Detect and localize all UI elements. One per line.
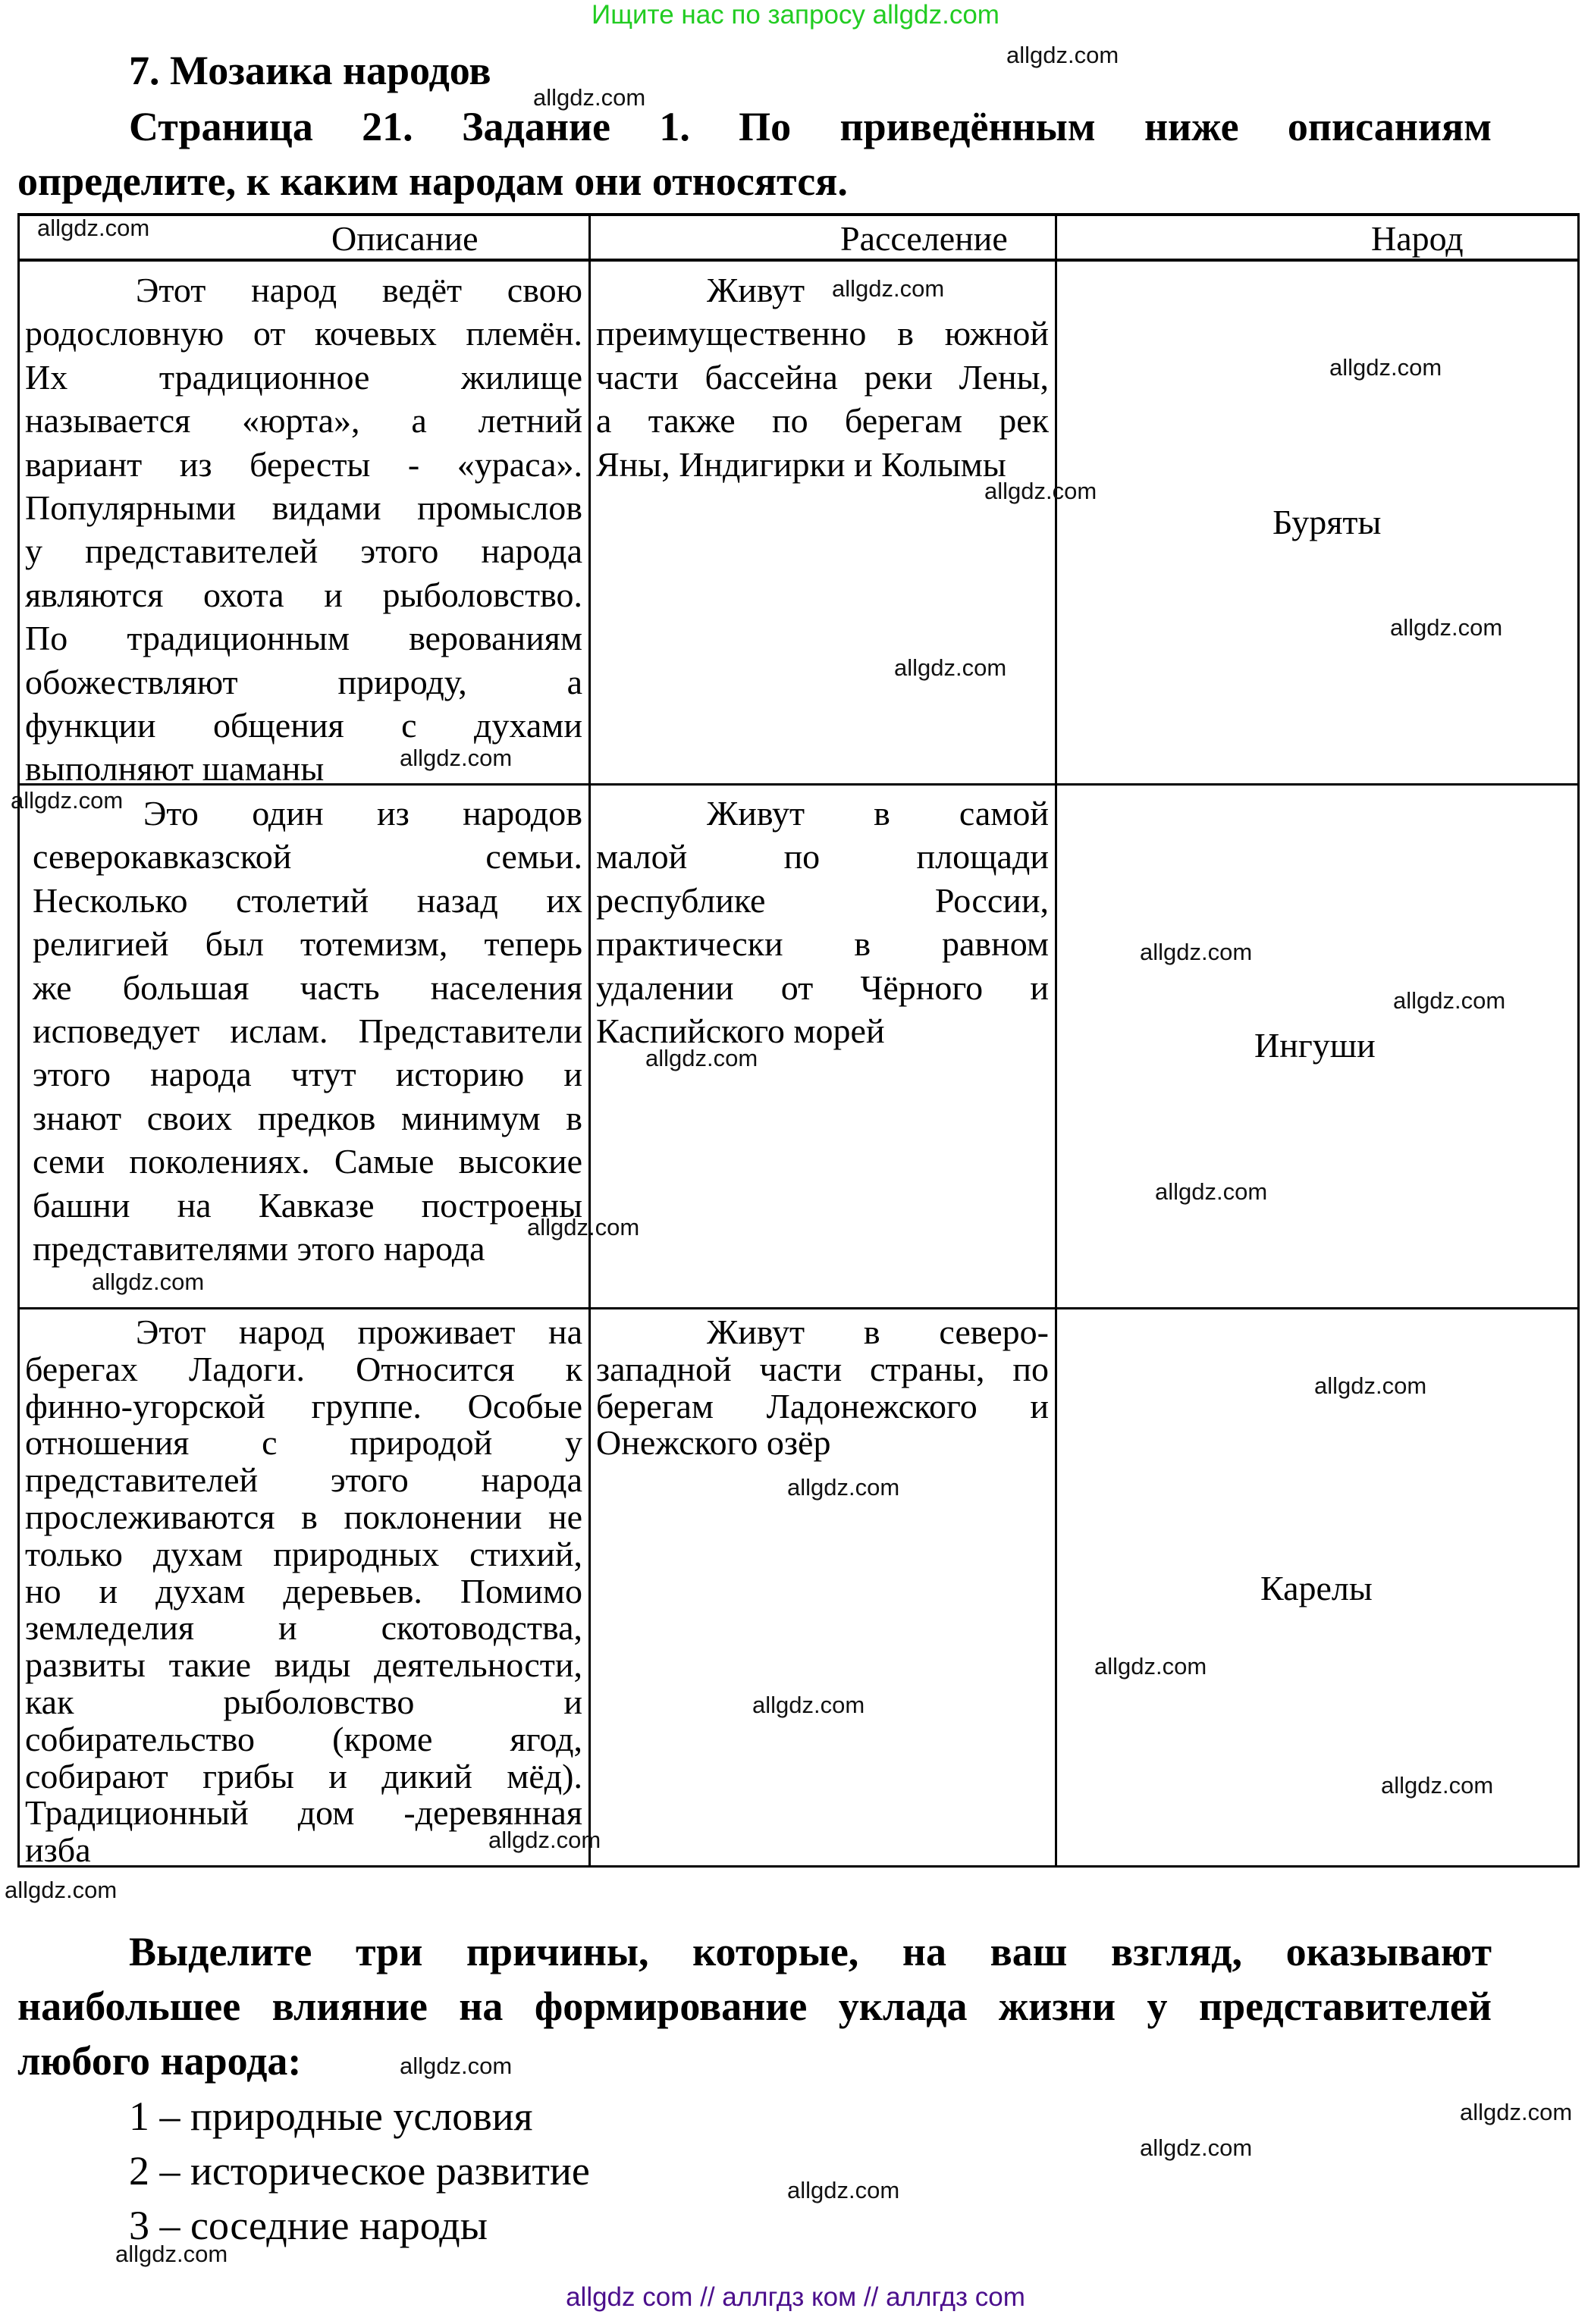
watermark: allgdz.com [400,2053,513,2079]
watermark: allgdz.com [984,478,1097,504]
description-line: семи поколениях. Самые высокие [33,1142,582,1181]
settlement-line: а также по берегам рек [596,401,1049,441]
answer-1: 1 – природные условия [129,2093,533,2139]
watermark: allgdz.com [11,787,124,814]
description-line: По традиционным верованиям [25,619,582,658]
watermark: allgdz.com [488,1827,601,1853]
description-line: функции общения с духами [25,706,582,745]
description-line: Этот народ ведёт свою [136,271,582,309]
watermark: allgdz.com [752,1692,865,1718]
header-description: Описание [331,219,479,258]
settlement-line: преимущественно в южной [596,314,1049,353]
settlement-line: Онежского озёр [596,1423,831,1463]
description-line: родословную от кочевых племён. [25,314,582,353]
description-line: выполняют шаманы [25,749,325,789]
description-line: вариант из бересты - «ураса». [25,444,582,484]
watermark: allgdz.com [1393,987,1506,1014]
watermark: allgdz.com [645,1045,758,1071]
question-line-2: наибольшее влияние на формирование уклада жизни у представителей [17,1984,1492,2029]
question-line-3: любого народа: [17,2038,302,2084]
description-line: Традиционный дом -деревянная [25,1793,582,1833]
description-line: называется «юрта», а летний [25,401,582,441]
settlement-line: Живут [707,271,805,309]
description-line: исповедует ислам. Представители [33,1011,582,1050]
description-line: Это один из народов [143,794,582,833]
description-line: берегах Ладоги. Относится к [25,1349,582,1388]
table-border-top [17,213,1580,216]
description-line: северокавказской семьи. [33,837,582,877]
description-line: Популярными видами промыслов [25,488,582,527]
description-line: Их традиционное жилище [25,357,582,397]
people-name: Карелы [1260,1569,1373,1607]
col-divider [1577,213,1580,1868]
description-line: являются охота и рыболовство. [25,575,582,614]
watermark: allgdz.com [894,654,1007,681]
watermark: allgdz.com [1460,2099,1573,2125]
section-title: 7. Мозаика народов [129,48,491,93]
description-line: знают своих предков минимум в [33,1098,582,1137]
watermark: allgdz.com [1381,1772,1494,1799]
description-line: земледелия и скотоводства, [25,1608,582,1648]
settlement-line: практически в равном [596,924,1049,964]
people-name: Буряты [1272,503,1382,541]
watermark: allgdz.com [1314,1372,1427,1399]
task-line-2: определите, к каким народам они относятся. [17,158,848,204]
description-line: как рыболовство и [25,1683,582,1721]
description-line: только духам природных стихий, [25,1534,582,1573]
description-line: отношения с природой у [25,1423,582,1463]
description-line: представителями этого народа [33,1229,485,1268]
settlement-line: Каспийского морей [596,1011,885,1050]
watermark: allgdz.com [37,215,150,241]
settlement-line: Живут в самой [707,794,1049,833]
watermark: allgdz.com [1094,1653,1207,1679]
task-line-1: Страница 21. Задание 1. По приведённым ниже описаниям [129,104,1492,149]
col-divider [588,213,591,1868]
header-divider [17,259,1580,262]
answer-2: 2 – историческое развитие [129,2148,590,2194]
settlement-line: Яны, Индигирки и Колымы [596,444,1006,484]
watermark: allgdz.com [1140,2134,1253,2161]
watermark: allgdz.com [1329,354,1442,381]
description-line: обожествляют природу, а [25,662,582,701]
description-line: представителей этого народа [25,1460,582,1500]
col-divider [17,213,20,1868]
description-line: финно-угорской группе. Особые [25,1386,582,1425]
watermark: allgdz.com [1390,614,1503,641]
header-settlement: Расселение [840,219,1008,258]
watermark: allgdz.com [787,2177,900,2203]
watermark: allgdz.com [115,2241,228,2267]
description-line: этого народа чтут историю и [33,1055,582,1094]
watermark: allgdz.com [527,1214,640,1240]
watermark: allgdz.com [1006,42,1119,68]
people-name: Ингуши [1254,1026,1376,1065]
settlement-line: Живут в северо- [707,1313,1049,1351]
watermark: allgdz.com [832,275,945,302]
description-line: у представителей этого народа [25,532,582,571]
watermark: allgdz.com [5,1877,118,1903]
watermark: allgdz.com [92,1269,205,1295]
settlement-line: республике России, [596,880,1049,920]
watermark: allgdz.com [1140,939,1253,965]
search-banner[interactable]: Ищите нас по запросу allgdz.com [592,0,999,30]
description-line: Этот народ проживает на [136,1313,582,1351]
description-line: собирательство (кроме ягод, [25,1719,582,1758]
description-line: изба [25,1830,91,1870]
settlement-line: части бассейна реки Лены, [596,357,1049,397]
watermark: allgdz.com [400,745,513,771]
watermark: allgdz.com [787,1474,900,1501]
settlement-line: западной части страны, по [596,1349,1049,1388]
description-line: же большая часть населения [33,968,582,1007]
description-line: Несколько столетий назад их [33,880,582,920]
answer-3: 3 – соседние народы [129,2203,488,2248]
watermark: allgdz.com [533,84,646,111]
settlement-line: малой по площади [596,837,1049,877]
description-line: но и духам деревьев. Помимо [25,1571,582,1610]
settlement-line: удалении от Чёрного и [596,968,1049,1007]
settlement-line: берегам Ладонежского и [596,1386,1049,1425]
description-line: прослеживаются в поклонении не [25,1498,582,1536]
description-line: башни на Кавказе построены [33,1185,582,1225]
col-divider [1055,213,1057,1868]
watermark: allgdz.com [1155,1178,1268,1205]
footer-watermark: allgdz com // аллгдз ком // аллгдз com [566,2282,1025,2312]
row-divider [17,1307,1580,1309]
header-people: Народ [1371,219,1464,258]
question-line-1: Выделите три причины, которые, на ваш взгляд, оказывают [129,1929,1492,1974]
description-line: религией был тотемизм, теперь [33,924,582,964]
description-line: развиты такие виды деятельности, [25,1645,582,1685]
description-line: собирают грибы и дикий мёд). [25,1756,582,1796]
